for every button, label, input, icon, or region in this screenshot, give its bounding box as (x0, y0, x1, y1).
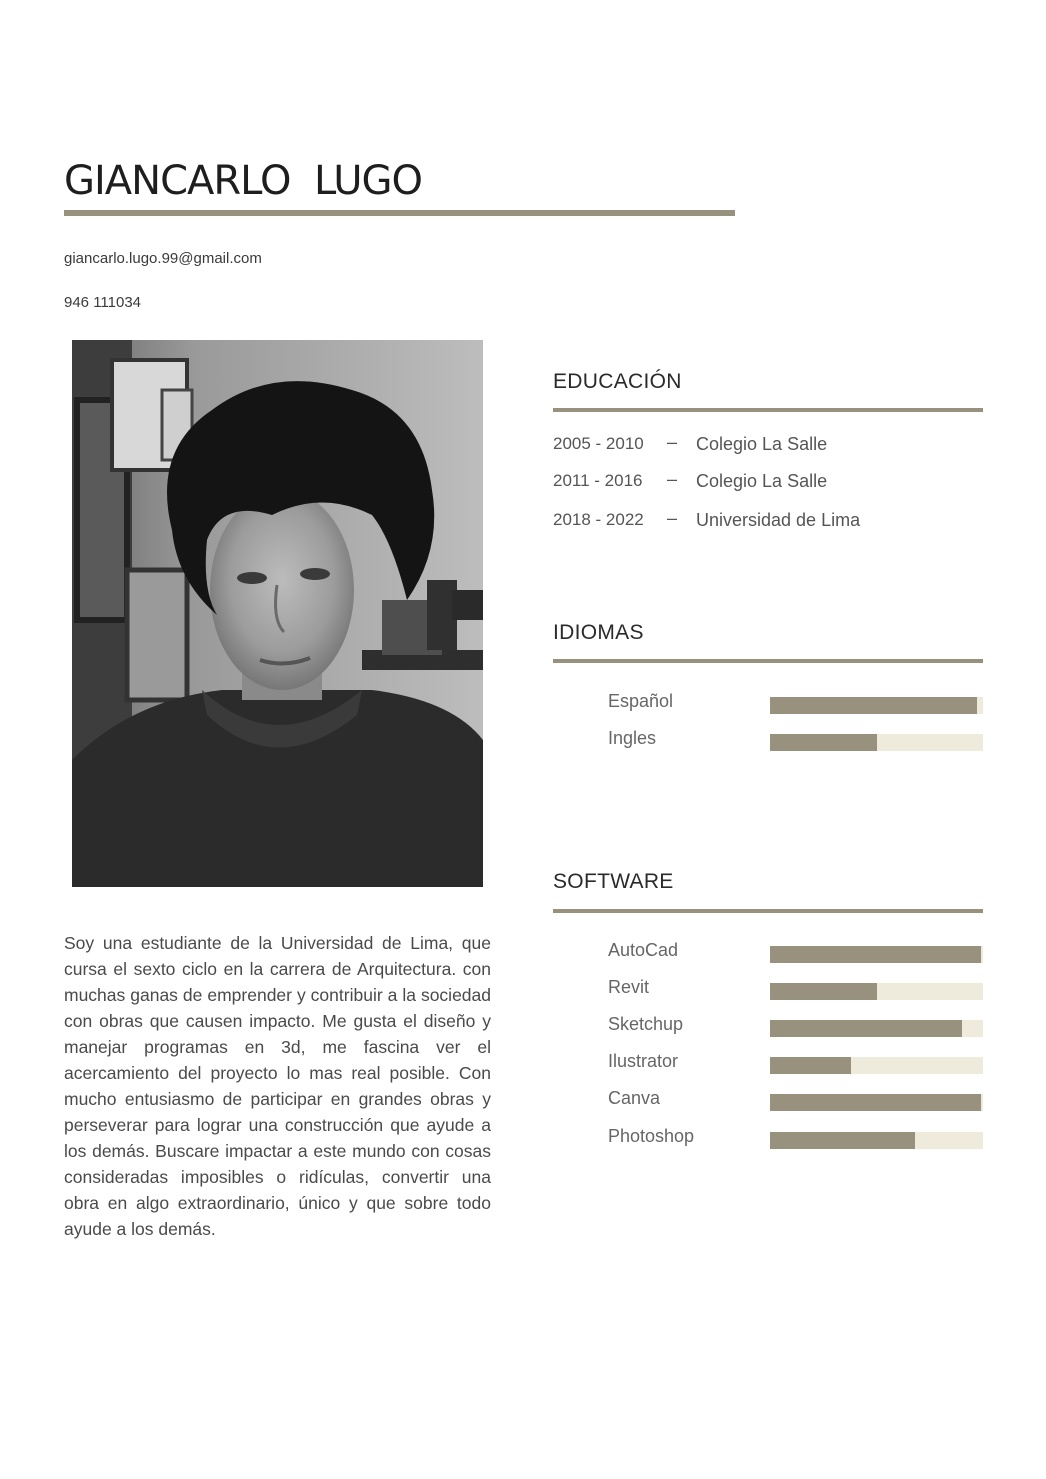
skill-label: Ilustrator (608, 1051, 679, 1071)
software-heading: SOFTWARE (553, 870, 674, 893)
software-skill-row (608, 1014, 983, 1040)
language-skill-row (608, 728, 983, 754)
skill-label: AutoCad (608, 940, 679, 960)
skill-label: Revit (608, 977, 650, 997)
dash-icon: – (667, 508, 678, 528)
skill-bar-track (770, 734, 983, 751)
education-years: 2018 - 2022 (553, 510, 644, 529)
skill-bar-track (770, 946, 983, 963)
education-years: 2005 - 2010 (553, 434, 644, 453)
skill-label: Canva (608, 1088, 661, 1108)
skill-bar-track (770, 1020, 983, 1037)
skill-bar-fill (770, 946, 981, 963)
education-item (553, 471, 983, 497)
name-underline (64, 210, 735, 216)
education-rule (553, 408, 983, 412)
skill-bar-fill (770, 734, 877, 751)
skill-bar-track (770, 1132, 983, 1149)
skill-label: Ingles (608, 728, 657, 748)
software-skill-row (608, 977, 983, 1003)
software-skill-row (608, 940, 983, 966)
email-text: giancarlo.lugo.99@gmail.com (64, 250, 262, 267)
software-skill-row (608, 1088, 983, 1114)
education-place: Colegio La Salle (696, 471, 828, 491)
skill-bar-track (770, 1094, 983, 1111)
skill-bar-fill (770, 1132, 915, 1149)
candidate-name: GIANCARLO LUGO (64, 158, 422, 204)
dash-icon: – (667, 469, 678, 489)
software-skill-row (608, 1126, 983, 1152)
skill-bar-fill (770, 697, 977, 714)
phone-text: 946 111034 (64, 294, 142, 311)
language-skill-row (608, 691, 983, 717)
education-item (553, 510, 983, 536)
education-place: Universidad de Lima (696, 510, 861, 530)
software-skill-row (608, 1051, 983, 1077)
languages-rule (553, 659, 983, 663)
skill-bar-fill (770, 1057, 851, 1074)
languages-heading: IDIOMAS (553, 621, 644, 644)
software-rule (553, 909, 983, 913)
skill-label: Photoshop (608, 1126, 695, 1146)
education-heading: EDUCACIÓN (553, 370, 682, 393)
education-years: 2011 - 2016 (553, 471, 643, 490)
skill-bar-fill (770, 1094, 981, 1111)
skill-label: Sketchup (608, 1014, 684, 1034)
dash-icon: – (667, 432, 678, 452)
skill-bar-fill (770, 1020, 962, 1037)
education-place: Colegio La Salle (696, 434, 828, 454)
skill-bar-track (770, 983, 983, 1000)
skill-label: Español (608, 691, 674, 711)
education-item (553, 434, 983, 460)
profile-photo (72, 340, 483, 887)
skill-bar-track (770, 1057, 983, 1074)
skill-bar-fill (770, 983, 877, 1000)
bio-paragraph: Soy una estudiante de la Universidad de Lima, que cursa el sexto ciclo en la carrera de Arquitectura. con muchas ganas de emprender y contribuir a la sociedad con obras que causen impacto. Me gusta el diseño y manejar programas en 3d, me fascina ver el acercamiento del proyecto lo mas real posible. Con mucho entusiasmo de participar en grandes obras y perseverar para lograr una construcción que ayude a los demás. Buscare impactar a este mundo con cosas consideradas imposibles o ridículas, convertir una obra en algo extraordinario, único y que sobre todo ayude a los demás. (64, 933, 491, 1239)
skill-bar-track (770, 697, 983, 714)
